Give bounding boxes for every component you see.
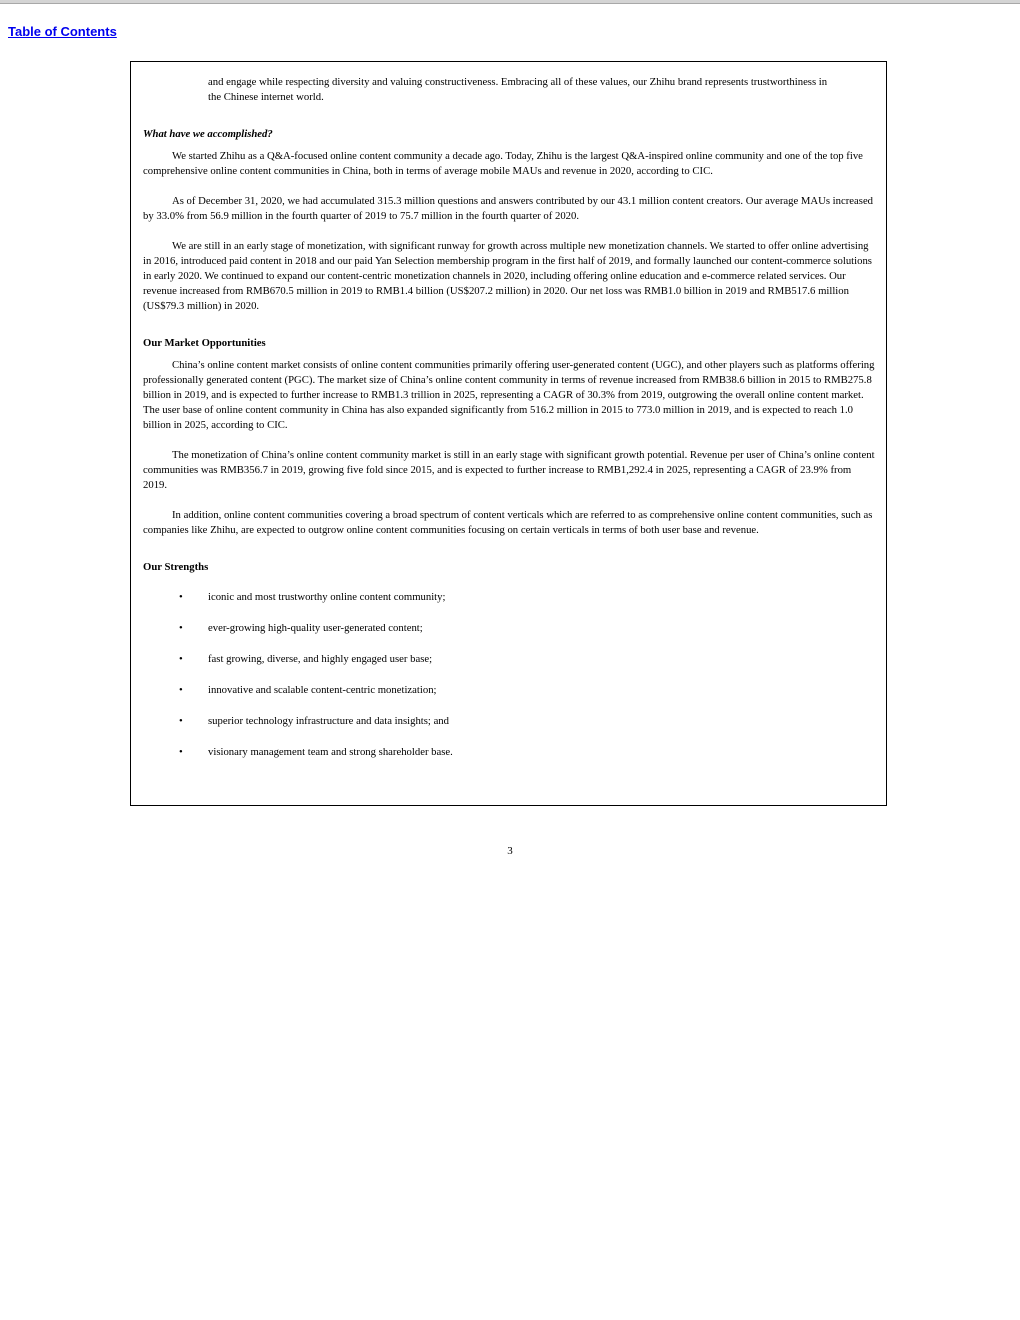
list-item <box>143 683 876 698</box>
list-item <box>143 621 876 636</box>
list-item <box>143 652 876 667</box>
accomplished-paragraph: We started Zhihu as a Q&A-focused online content community a decade ago. Today, Zhihu is the largest Q&A-inspired online community and one of the top five comprehensive online content communities in China, both in terms of average mobile MAUs and revenue in 2020, according to CIC. <box>143 150 863 177</box>
list-item <box>143 745 876 760</box>
strength-text: visionary management team and strong shareholder base. <box>208 746 453 758</box>
strength-text: superior technology infrastructure and data insights; and <box>208 715 449 727</box>
bullet-icon: • <box>179 684 183 696</box>
strength-text: ever-growing high-quality user-generated content; <box>208 622 423 634</box>
summary-box <box>130 61 887 806</box>
list-item <box>143 714 876 729</box>
intro-continuation: and engage while respecting diversity and valuing constructiveness. Embracing all of these values, our Zhihu brand represents trustworthiness in the Chinese internet world. <box>208 76 828 103</box>
strengths-heading: Our Strengths <box>143 561 209 573</box>
bullet-icon: • <box>179 715 183 727</box>
market-heading: Our Market Opportunities <box>143 337 266 349</box>
strength-text: iconic and most trustworthy online content community; <box>208 591 446 603</box>
bullet-icon: • <box>179 622 183 634</box>
list-item <box>143 590 876 605</box>
market-paragraph: In addition, online content communities covering a broad spectrum of content verticals which are referred to as comprehensive online content communities, such as companies like Zhihu, are expected to outgrow online content communities focusing on certain verticals in terms of both user base and revenue. <box>143 509 873 536</box>
accomplished-heading: What have we accomplished? <box>143 128 273 140</box>
bullet-icon: • <box>179 746 183 758</box>
accomplished-paragraph: We are still in an early stage of monetization, with significant runway for growth across multiple new monetization channels. We started to offer online advertising in 2016, introduced paid content in 2018 and our paid Yan Selection membership program in the first half of 2019, and formally launched our content-commerce solutions in early 2020. We continued to expand our content-centric monetization channels in 2020, including offering online education and e-commerce related services. Our revenue increased from RMB670.5 million in 2019 to RMB1.4 billion (US$207.2 million) in 2020. Our net loss was RMB1.0 billion in 2019 and RMB517.6 million (US$79.3 million) in 2020. <box>143 240 872 312</box>
top-divider <box>0 0 1020 4</box>
bullet-icon: • <box>179 653 183 665</box>
strength-text: fast growing, diverse, and highly engaged user base; <box>208 653 433 665</box>
summary-content <box>143 75 876 776</box>
page-number: 3 <box>507 845 513 857</box>
accomplished-paragraph: As of December 31, 2020, we had accumulated 315.3 million questions and answers contributed by our 43.1 million content creators. Our average MAUs increased by 33.0% from 56.9 million in the fourth quarter of 2019 to 75.7 million in the fourth quarter of 2020. <box>143 195 874 222</box>
strength-text: innovative and scalable content-centric monetization; <box>208 684 437 696</box>
bullet-icon: • <box>179 591 183 603</box>
market-paragraph: China’s online content market consists of online content communities primarily offering user-generated content (UGC), and other players such as platforms offering professionally generated content (PGC). The market size of China’s online content community in terms of revenue increased from RMB38.6 billion in 2015 to RMB275.8 billion in 2019, and is expected to further increase to RMB1.3 trillion in 2025, representing a CAGR of 30.3% from 2019, outgrowing the overall online content market. The user base of online content community in China has also expanded significantly from 516.2 million in 2015 to 773.0 million in 2019, and is expected to reach 1.0 billion in 2025, according to CIC. <box>143 359 875 431</box>
table-of-contents-link[interactable]: Table of Contents <box>8 24 117 39</box>
strengths-list <box>143 590 876 760</box>
market-paragraph: The monetization of China’s online content community market is still in an early stage with significant growth potential. Revenue per user of China’s online content communities was RMB356.7 in 2019, growing five fold since 2015, and is expected to further increase to RMB1,292.4 in 2025, representing a CAGR of 23.9% from 2019. <box>143 449 875 491</box>
